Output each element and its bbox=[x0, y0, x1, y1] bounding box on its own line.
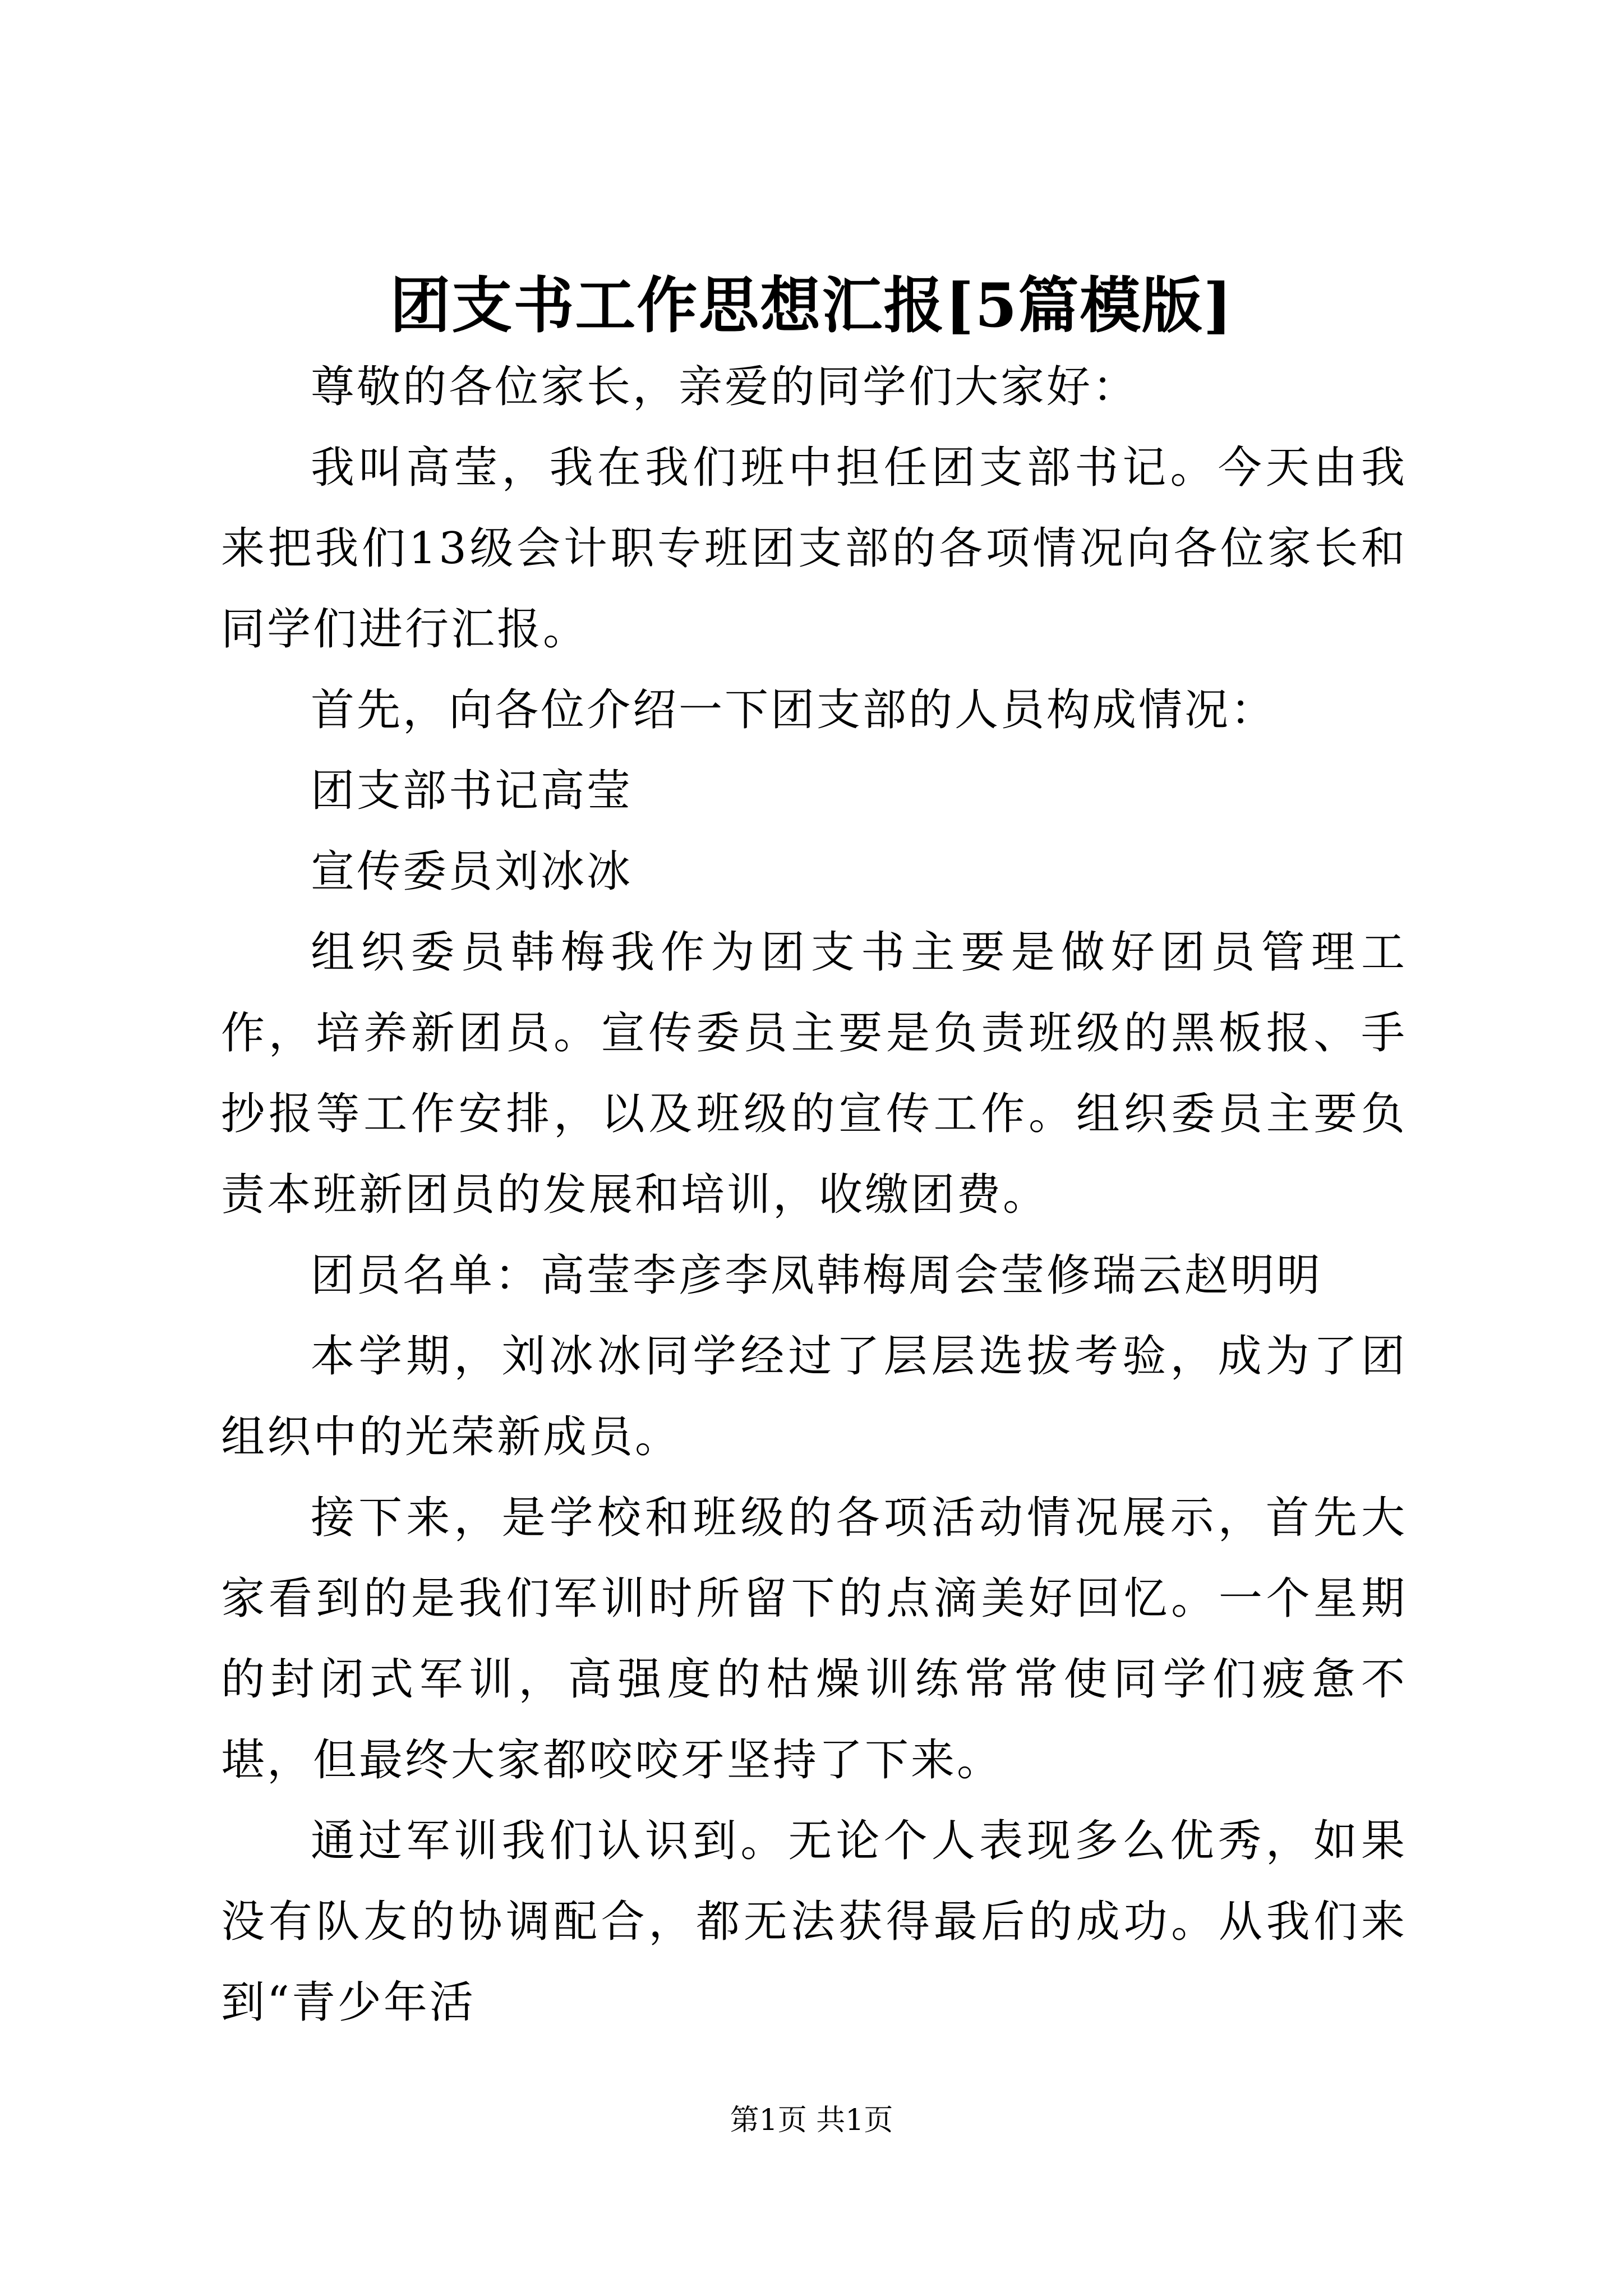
paragraph-duties: 组织委员韩梅我作为团支书主要是做好团员管理工作，培养新团员。宣传委员主要是负责班级的黑板报、手抄报等工作安排，以及班级的宣传工作。组织委员主要负责本班新团员的发展和培训，收缴团费。 bbox=[221, 927, 1407, 1220]
paragraph-military-training: 接下来，是学校和班级的各项活动情况展示，首先大家看到的是我们军训时所留下的点滴美好回忆。一个星期的封闭式军训，高强度的枯燥训练常常使同学们疲惫不堪，但最终大家都咬咬牙坚持了下来。 bbox=[221, 1493, 1407, 1786]
document-body bbox=[221, 347, 1407, 2043]
paragraph-introduction: 我叫高莹，我在我们班中担任团支部书记。今天由我来把我们13级会计职专班团支部的各项情况向各位家长和同学们进行汇报。 bbox=[221, 443, 1407, 655]
paragraph-new-member: 本学期，刘冰冰同学经过了层层选拔考验，成为了团组织中的光荣新成员。 bbox=[221, 1331, 1407, 1462]
paragraph-greeting: 尊敬的各位家长，亲爱的同学们大家好： bbox=[311, 362, 1139, 412]
paragraph-lessons: 通过军训我们认识到。无论个人表现多么优秀，如果没有队友的协调配合，都无法获得最后的成功。从我们来到“青少年活 bbox=[221, 1816, 1407, 2028]
paragraph-member-list: 团员名单：高莹李彦李凤韩梅周会莹修瑞云赵明明 bbox=[311, 1250, 1323, 1301]
paragraph-publicity: 宣传委员刘冰冰 bbox=[311, 846, 633, 897]
paragraph-secretary: 团支部书记高莹 bbox=[311, 766, 633, 816]
paragraph-member-intro: 首先，向各位介绍一下团支部的人员构成情况： bbox=[311, 685, 1277, 735]
document-title: 团支书工作思想汇报[5篇模版] bbox=[390, 270, 1233, 341]
page-footer: 第1页 共1页 bbox=[730, 2104, 893, 2137]
